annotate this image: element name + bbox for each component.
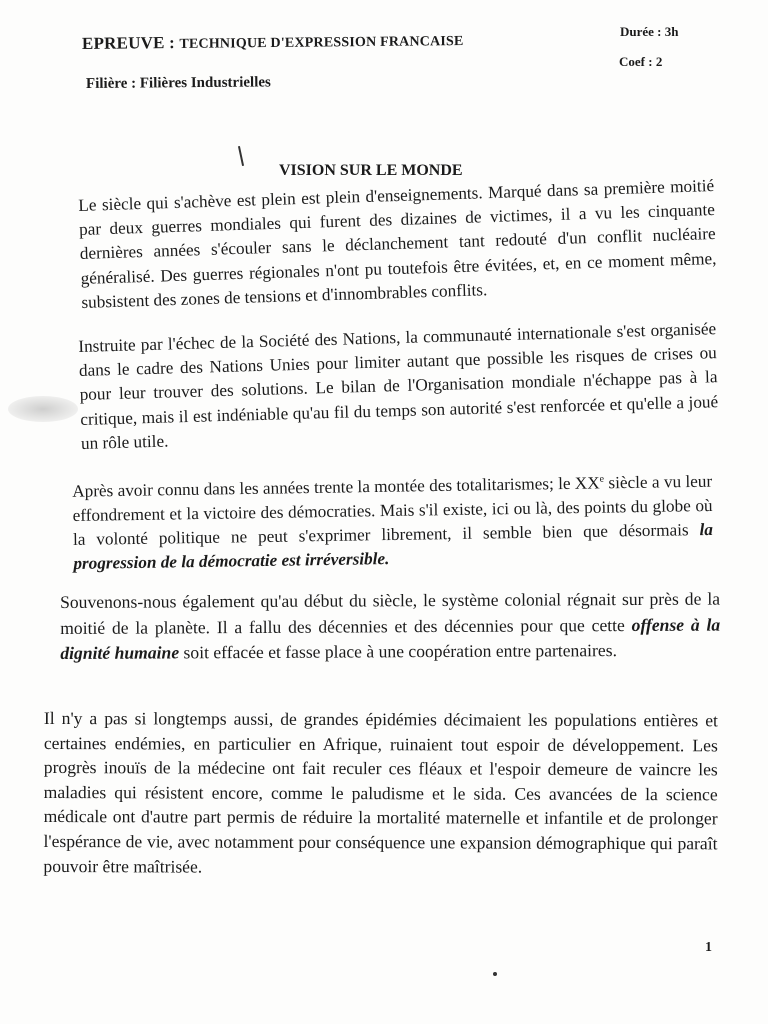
paragraph-3-text-b: siècle a vu leur effondrement et la victoire des démocraties. Mais s'il existe, ici ou là, des points du globe où la volonté politique ne peut s'exprimer librement, il semble bien que désormais xyxy=(72,471,713,550)
page-number: 1 xyxy=(705,940,712,955)
exam-duration: Durée : 3h xyxy=(620,24,679,39)
scan-mark xyxy=(493,972,497,976)
paragraph-5: Il n'y a pas si longtemps aussi, de grandes épidémies décimaient les populations entières et certaines endémies, en particulier en Afrique, ruinaient tout espoir de développement. Les progrès inouïs de la médecine ont fait reculer ces fléaux et l'espoir demeure de vaincre les maladies qui résistent encore, comme le paludisme et le sida. Ces avancées de la science médicale ont d'autre part permis de réduire la mortalité maternelle et infantile et de prolonger l'espérance de vie, avec notamment pour conséquence une expansion démographique qui paraît pouvoir être maîtrisée. xyxy=(43,708,718,877)
document-title: VISION SUR LE MONDE xyxy=(279,162,463,179)
paragraph-4-text-b: soit effacée et fasse place à une coopération entre partenaires. xyxy=(179,640,617,663)
scan-smudge xyxy=(8,396,78,422)
paragraph-3 xyxy=(72,466,714,577)
paragraph-4-emphasis: offense à la dignité humaine xyxy=(60,614,721,663)
paragraph-4 xyxy=(60,587,720,667)
exam-subject-value: TECHNIQUE D'EXPRESSION FRANCAISE xyxy=(179,34,464,52)
paragraph-1: Le siècle qui s'achève est plein est plein d'enseignements. Marqué dans sa première moitié par deux guerres mondiales qui furent des dizaines de victimes, il a vu les cinquante dernières années s'écouler sans le déclanchement tant redouté d'un conflit nucléaire généralisé. Des guerres régionales n'ont pu toutefois être évitées, et, en ce moment même, subsistent des zones de tensions et d'innombrables conflits. xyxy=(78,176,717,312)
superscript-e: e xyxy=(599,473,605,485)
paragraph-3-text-a: Après avoir connu dans les années trente la montée des totalitarismes; le XX xyxy=(72,473,600,501)
exam-track: Filière : Filières Industrielles xyxy=(85,74,271,92)
paragraph-2: Instruite par l'échec de la Société des Nations, la communauté internationale s'est organisée dans le cadre des Nations Unies pour limiter autant que possible les risques de crises ou pour leur trouver des solutions. Le bilan de l'Organisation mondiale n'échappe pas à la critique, mais il est indéniable qu'au fil du temps son autorité s'est renforcée et qu'elle a joué un rôle utile. xyxy=(78,319,719,453)
exam-subject-label: EPREUVE : xyxy=(81,32,180,53)
exam-coefficient: Coef : 2 xyxy=(619,54,663,69)
scan-mark xyxy=(238,146,244,166)
exam-subject xyxy=(82,30,464,54)
paragraph-4-text-a: Souvenons-nous également qu'au début du siècle, le système colonial régnait sur près de la moitié de la planète. Il a fallu des décennies et des décennies pour que cette xyxy=(60,588,721,638)
paragraph-3-emphasis: la progression de la démocratie est irréversible. xyxy=(73,520,714,574)
